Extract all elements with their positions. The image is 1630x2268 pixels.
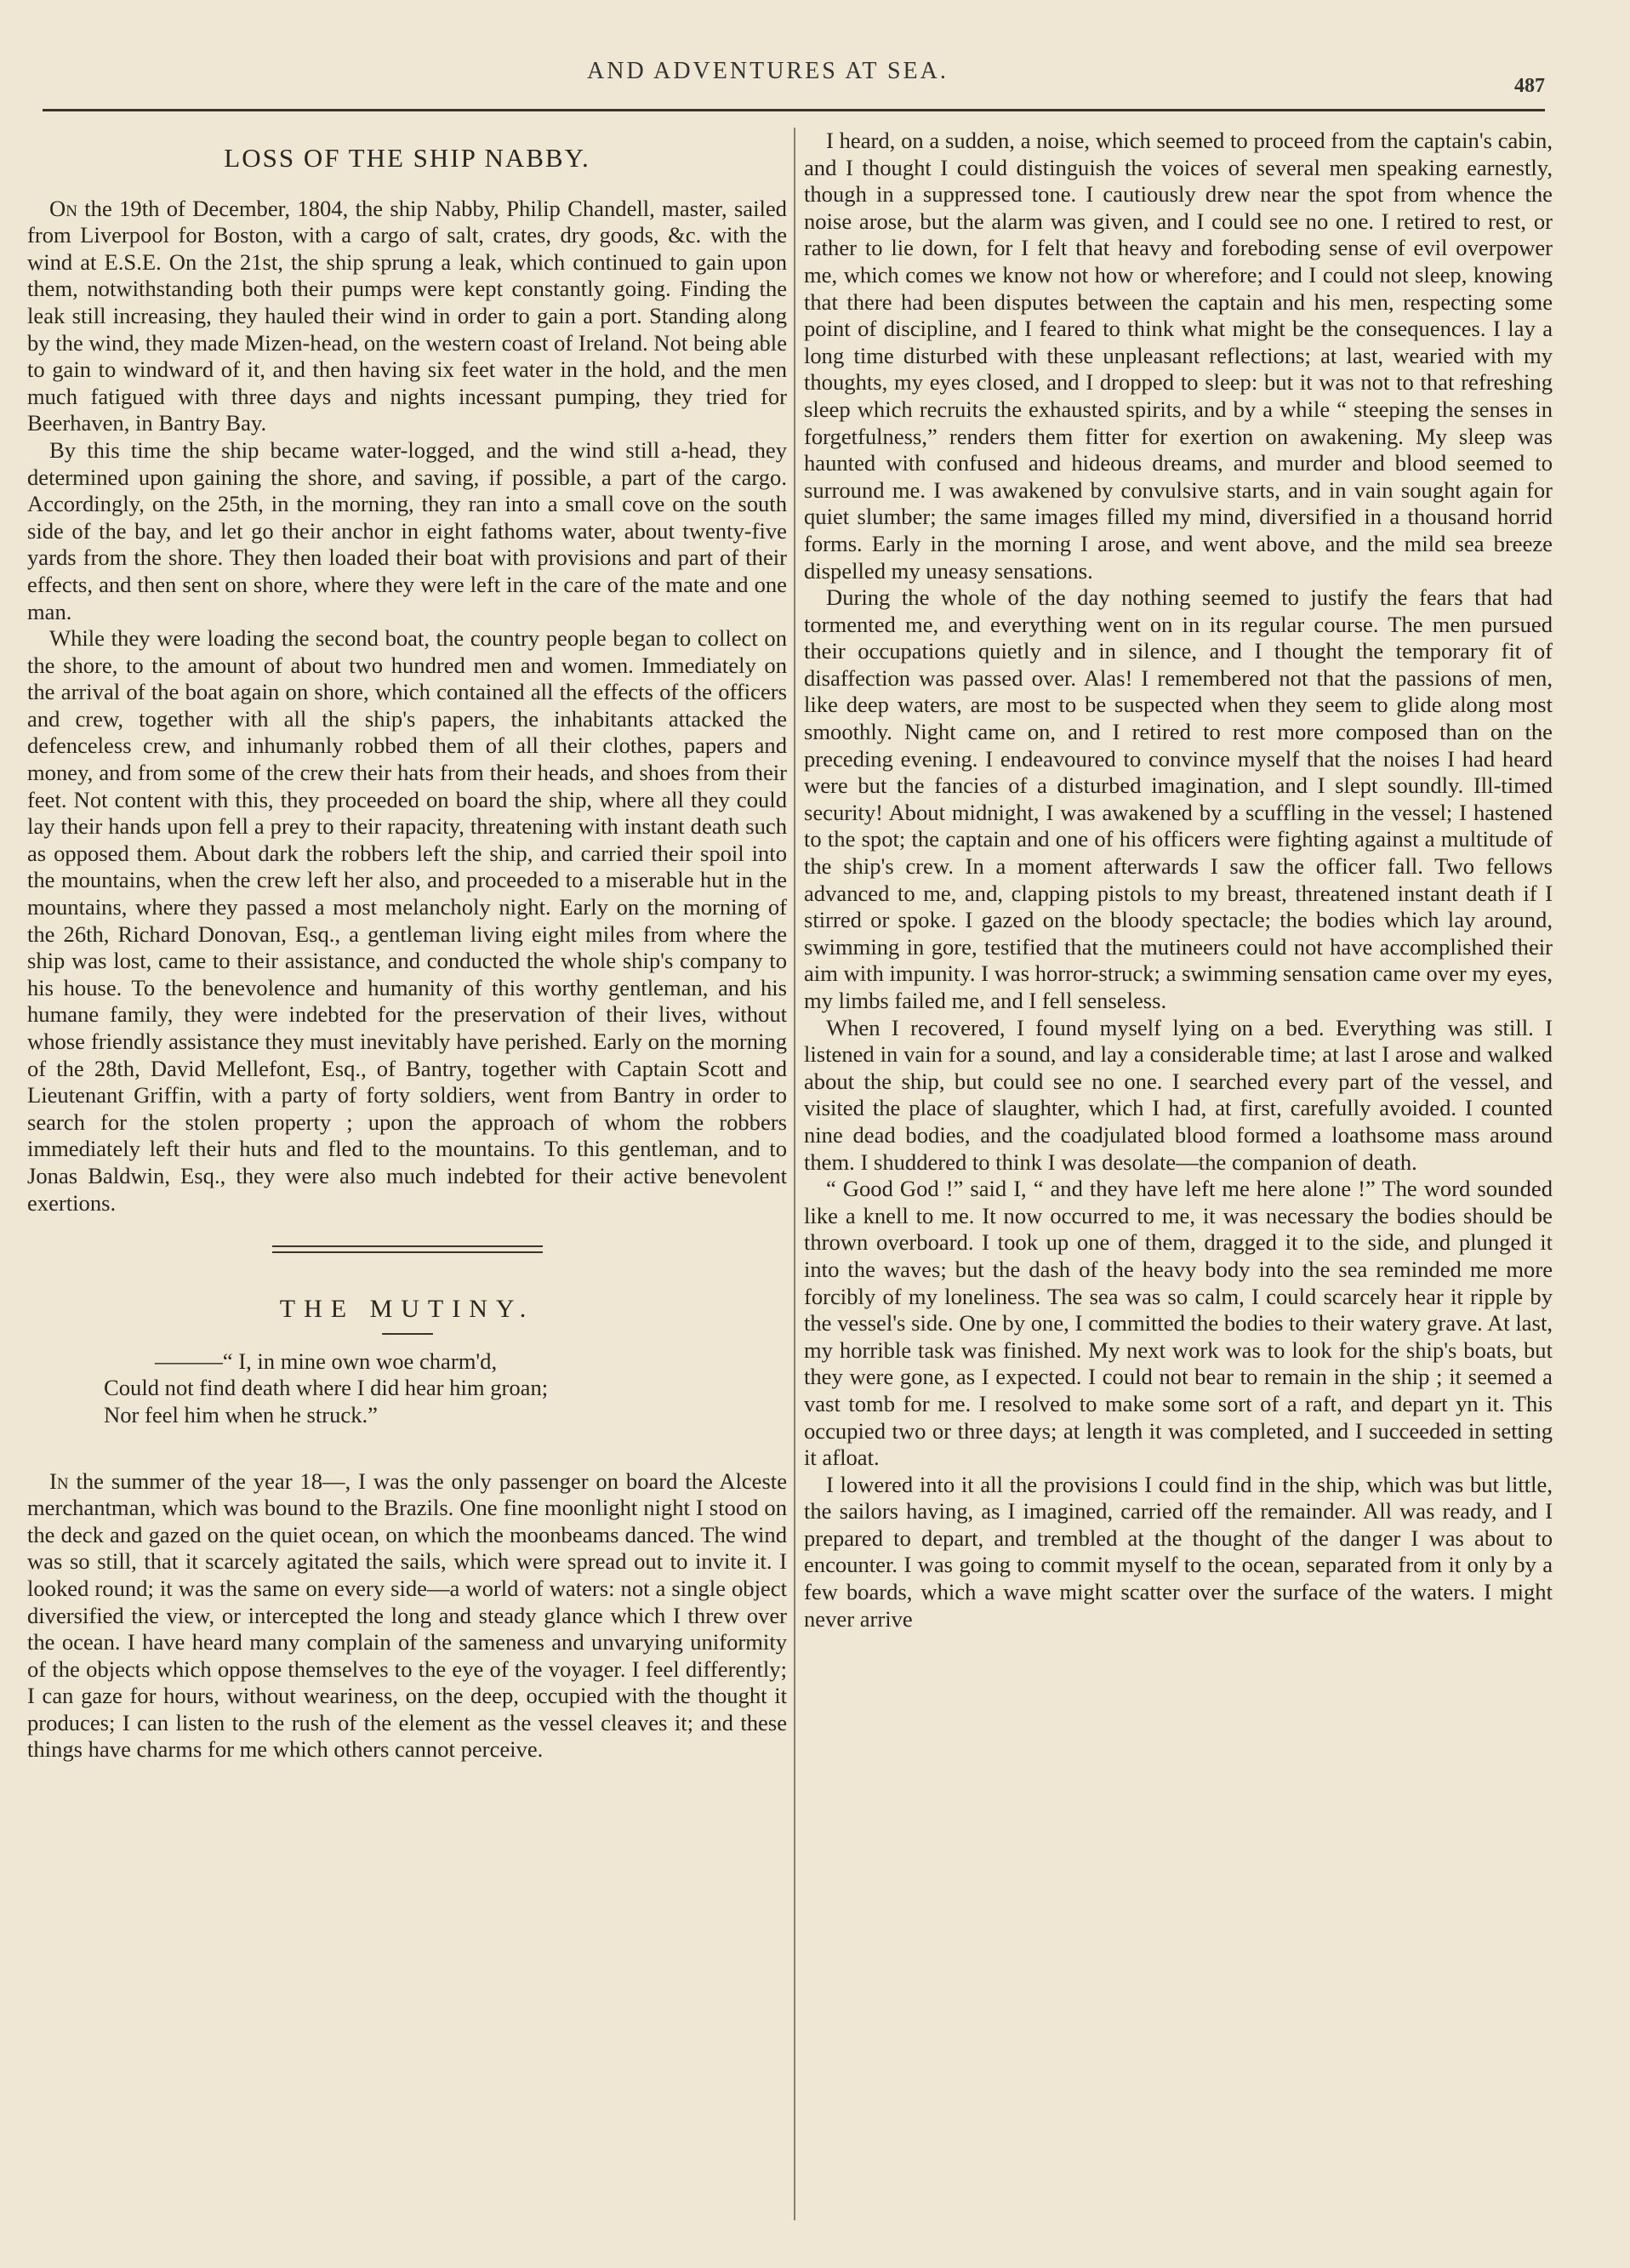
paragraph: By this time the ship became water-logged, and the wind still a-head, they determined upon gaining the shore, and saving, if possible, a part of the cargo. Accordingly, on the 25th, in the morning, they ran into a small cove on the south side of the bay, and let go their anchor in eight fathoms water, about twenty-five yards from the shore. They then loaded their boat with provisions and part of their effects, and then sent on shore, where they were left in the care of the mate and one man.: [27, 436, 787, 624]
epigraph-line: Could not find death where I did hear him groan;: [104, 1375, 549, 1401]
lead-word: On: [49, 195, 77, 221]
header-rule: [43, 109, 1545, 111]
paragraph: [27, 1468, 787, 1764]
column-divider: [794, 128, 795, 2220]
title-rule: [382, 1333, 433, 1335]
epigraph: [27, 1348, 787, 1429]
page-number: 487: [1514, 75, 1545, 97]
paragraph-text: the 19th of December, 1804, the ship Nabby, Philip Chandell, master, sailed from Liverpool for Boston, with a cargo of salt, crates, dry goods, &c. with the wind at E.S.E. On the 21st, the ship sprung a leak, which continued to gain upon them, notwithstanding both their pumps were kept constantly going. Finding the leak still increasing, they hauled their wind in order to gain a port. Standing along by the wind, they made Mizen-head, on the western coast of Ireland. Not being able to gain to windward of it, and then having six feet water in the hold, and the men much fatigued with three days and nights incessant pumping, they tried for Beerhaven, in Bantry Bay.: [27, 195, 787, 436]
left-column: [27, 128, 787, 1764]
paragraph-text: the summer of the year 18—, I was the only passenger on board the Alceste merchantman, which was bound to the Brazils. One fine moonlight night I stood on the deck and gazed on the quiet ocean, on which the moonbeams danced. The wind was so still, that it scarcely agitated the sails, which were spread out to invite it. I looked round; it was the same on every side—a world of waters: not a single object diversified the view, or intercepted the long and steady glance which I threw over the ocean. I have heard many complain of the sameness and unvarying uniformity of the objects which oppose themselves to the eye of the voyager. I feel differently; I can gaze for hours, without weariness, on the deep, occupied with the thought it produces; I can listen to the rush of the element as the vessel cleaves it; and these things have charms for me which others cannot perceive.: [27, 1467, 787, 1763]
paragraph: “ Good God !” said I, “ and they have left me here alone !” The word sounded like a knell to me. It now occurred to me, it was necessary the bodies should be thrown overboard. I took up one of them, dragged it to the side, and plunged it into the waves; but the dash of the heavy body into the sea reminded me more forcibly of my loneliness. The sea was so calm, I could scarcely hear it ripple by the vessel's side. One by one, I committed the bodies to their watery grave. At last, my horrible task was finished. My next work was to look for the ship's boats, but they were gone, as I expected. I could not bear to remain in the ship ; it seemed a vast tomb for me. I resolved to make some sort of a raft, and depart yn it. This occupied two or three days; at length it was completed, and I succeeded in setting it afloat.: [804, 1176, 1553, 1471]
page-header: [34, 51, 1545, 102]
paragraph: While they were loading the second boat, the country people began to collect on the shore, to the amount of about two hundred men and women. Immediately on the arrival of the boat again on shore, which contained all the effects of the officers and crew, together with all the ship's papers, the inhabitants attacked the defenceless crew, and inhumanly robbed them of all their clothes, papers and money, and from some of the crew their hats from their heads, and shoes from their feet. Not content with this, they proceeded on board the ship, where all they could lay their hands upon fell a prey to their rapacity, threatening with instant death such as opposed them. About dark the robbers left the ship, and carried their spoil into the mountains, when the crew left her also, and proceeded to a miserable hut in the mountains, where they passed a most melancholy night. Early on the morning of the 26th, Richard Donovan, Esq., a gentleman living eight miles from where the ship was lost, came to their assistance, and conducted the whole ship's company to his house. To the benevolence and humanity of this worthy gentleman, and his humane family, they were indebted for the preservation of their lives, without whose friendly assistance they must inevitably have perished. Early on the morning of the 28th, David Mellefont, Esq., of Bantry, together with Captain Scott and Lieutenant Griffin, with a party of forty soldiers, went from Bantry in order to search for the stolen property ; upon the approach of whom the robbers immediately left their huts and fled to the mountains. To this gentleman, and to Jonas Baldwin, Esq., they were also much indebted for their active benevolent exertions.: [27, 625, 787, 1216]
lead-word: In: [49, 1467, 69, 1494]
article-title-mutiny: THE MUTINY.: [279, 1295, 535, 1324]
epigraph-line: ———“ I, in mine own woe charm'd,: [155, 1348, 498, 1374]
paragraph: [27, 196, 787, 437]
paragraph: When I recovered, I found myself lying on a bed. Everything was still. I listened in vain for a sound, and lay a considerable time; at last I arose and walked about the ship, but could see no one. I searched every part of the vessel, and visited the place of slaughter, which I had, at first, carefully avoided. I counted nine dead bodies, and the coadjulated blood formed a loathsome mass around them. I shuddered to think I was desolate—the companion of death.: [804, 1014, 1553, 1175]
epigraph-line: Nor feel him when he struck.”: [104, 1401, 378, 1427]
right-column: [804, 128, 1553, 1633]
article-title-nabby: LOSS OF THE SHIP NABBY.: [224, 143, 590, 173]
paragraph: I heard, on a sudden, a noise, which seemed to proceed from the captain's cabin, and I thought I could distinguish the voices of several men speaking earnestly, though in a suppressed tone. I cautiously drew near the spot from whence the noise arose, but the alarm was given, and I could see no one. I retired to rest, or rather to lie down, for I felt that heavy and foreboding sense of evil overpower me, which comes we know not how or wherefore; and I could not sleep, knowing that there had been disputes between the captain and his men, respecting some point of discipline, and I feared to think what might be the consequences. I lay a long time disturbed with these unpleasant reflections; at last, wearied with my thoughts, my eyes closed, and I dropped to sleep: but it was not to that refreshing sleep which recruits the exhausted spirits, and by a while “ steeping the senses in forgetfulness,” renders them fitter for exertion on awakening. My sleep was haunted with confused and hideous dreams, and murder and blood seemed to surround me. I was awakened by convulsive starts, and in vain sought again for quiet slumber; the same images filled my mind, diversified in a thousand horrid forms. Early in the morning I arose, and went above, and the mild sea breeze dispelled my uneasy sensations.: [804, 128, 1553, 584]
paragraph: I lowered into it all the provisions I could find in the ship, which was but little, the sailors having, as I imagined, carried off the remainder. All was ready, and I prepared to depart, and trembled at the thought of the danger I was about to encounter. I was going to commit myself to the ocean, separated from it only by a few boards, which a wave might scatter over the surface of the waters. I might never arrive: [804, 1471, 1553, 1632]
section-divider: [272, 1245, 543, 1253]
paragraph: During the whole of the day nothing seemed to justify the fears that had tormented me, and everything went on in its regular course. The men pursued their occupations quietly and in silence, and I thought the temporary fit of disaffection was passed over. Alas! I remembered not that the passions of men, like deep waters, are most to be suspected when they seem to glide along most smoothly. Night came on, and I retired to rest more composed than on the preceding evening. I endeavoured to convince myself that the noises I had heard were but the fancies of a disturbed imagination, and I slept soundly. Ill-timed security! About midnight, I was awakened by a scuffling in the vessel; I hastened to the spot; the captain and one of his officers were fighting against a multitude of the ship's crew. In a moment afterwards I saw the officer fall. Two fellows advanced to me, and, clapping pistols to my breast, threatened instant death if I stirred or spoke. I gazed on the bloody spectacle; the bodies which lay around, swimming in gore, testified that the mutineers could not have accomplished their aim with impunity. I was horror-struck; a swimming sensation came over my eyes, my limbs failed me, and I fell senseless.: [804, 584, 1553, 1013]
running-head: AND ADVENTURES AT SEA.: [587, 58, 949, 84]
